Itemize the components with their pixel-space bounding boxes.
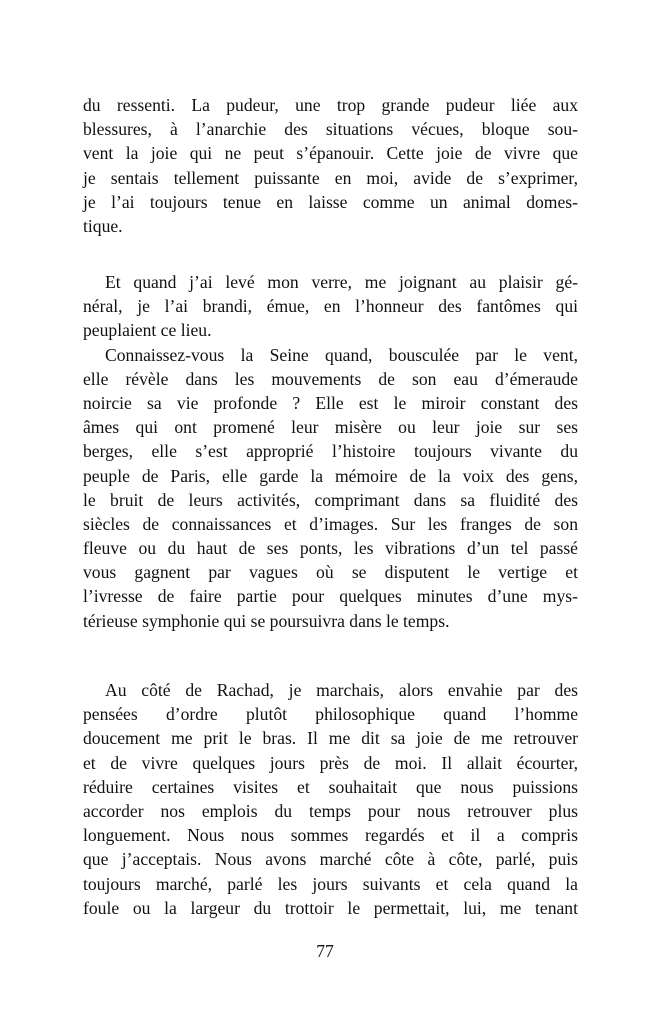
text-line: réduire certaines visites et souhaitait que nous puissions: [83, 776, 578, 797]
text-line: néral, je l’ai brandi, émue, en l’honneur des fantômes qui: [83, 296, 578, 317]
text-line: Au côté de Rachad, je marchais, alors envahie par des: [105, 680, 578, 700]
text-block-3: [83, 678, 578, 920]
text-line: je l’ai toujours tenue en laisse comme un animal domes-: [83, 191, 578, 212]
text-line: peuple de Paris, elle garde la mémoire de la voix des gens,: [83, 465, 578, 486]
text-line: siècles de connaissances et d’images. Sur les franges de son: [83, 513, 578, 534]
text-line: toujours marché, parlé les jours suivants et cela quand la: [83, 873, 578, 894]
text-line: blessures, à l’anarchie des situations vécues, bloque sou-: [83, 119, 578, 140]
text-line: âmes qui ont promené leur misère ou leur joie sur ses: [83, 417, 578, 438]
text-block-1: [83, 93, 578, 238]
text-line: du ressenti. La pudeur, une trop grande pudeur liée aux: [83, 95, 578, 115]
text-line: noircie sa vie profonde ? Elle est le miroir constant des: [83, 392, 578, 413]
text-line: fleuve ou du haut de ses ponts, les vibrations d’un tel passé: [83, 538, 578, 559]
text-line: térieuse symphonie qui se poursuivra dans le temps.: [83, 610, 450, 631]
text-line: l’ivresse de faire partie pour quelques minutes d’une mys-: [83, 586, 578, 607]
text-line: berges, elle s’est approprié l’histoire toujours vivante du: [83, 441, 578, 462]
text-line: doucement me prit le bras. Il me dit sa joie de me retrouver: [83, 728, 578, 749]
text-line: accorder nos emplois du temps pour nous retrouver plus: [83, 800, 578, 821]
text-line: que j’acceptais. Nous avons marché côte à côte, parlé, puis: [83, 849, 578, 870]
text-line: et de vivre quelques jours près de moi. Il allait écourter,: [83, 752, 578, 773]
text-line: peuplaient ce lieu.: [83, 320, 212, 341]
text-line: le bruit de leurs activités, comprimant dans sa fluidité des: [83, 489, 578, 510]
page-number: 77: [316, 941, 334, 961]
text-line: elle révèle dans les mouvements de son eau d’émeraude: [83, 368, 578, 389]
text-line: longuement. Nous nous sommes regardés et il a compris: [83, 825, 578, 846]
text-line: je sentais tellement puissante en moi, avide de s’exprimer,: [83, 167, 578, 188]
text-line: pensées d’ordre plutôt philosophique quand l’homme: [83, 704, 578, 725]
text-line: vent la joie qui ne peut s’épanouir. Cette joie de vivre que: [83, 143, 578, 164]
text-line: foule ou la largeur du trottoir le permettait, lui, me tenant: [83, 897, 578, 918]
text-block-2: [83, 270, 578, 633]
text-line: Connaissez-vous la Seine quand, bousculée par le vent,: [105, 344, 578, 365]
text-line: tique.: [83, 215, 123, 236]
text-line: Et quand j’ai levé mon verre, me joignant au plaisir gé-: [105, 272, 578, 292]
text-line: vous gagnent par vagues où se disputent le vertige et: [83, 562, 578, 583]
